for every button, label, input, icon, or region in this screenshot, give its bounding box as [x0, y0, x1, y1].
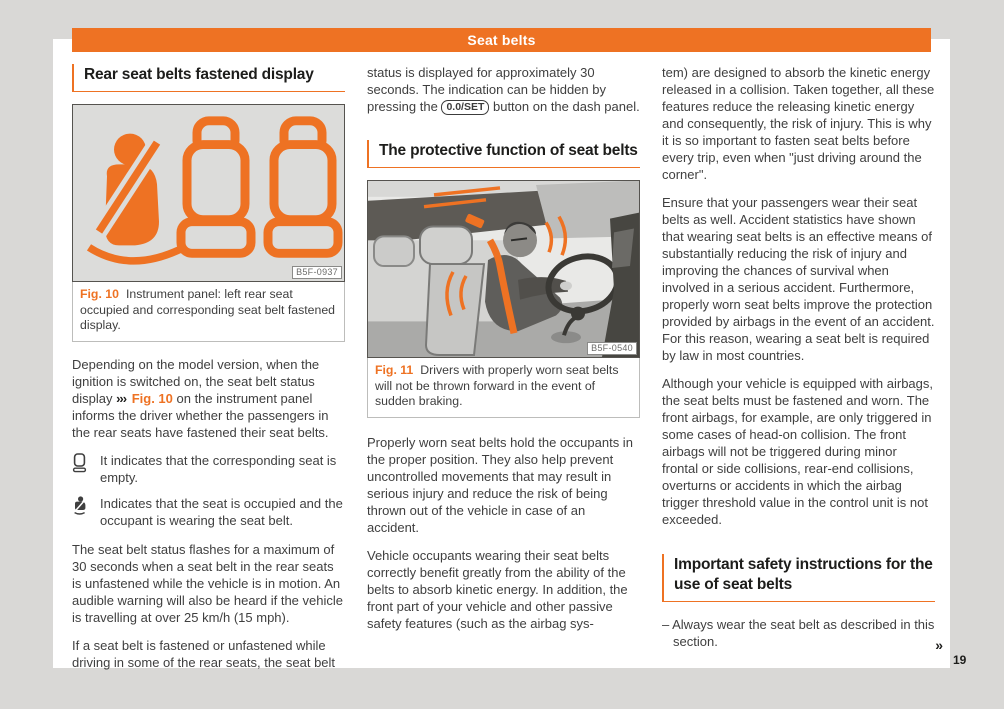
figure-11-code: B5F-0540 [587, 342, 637, 355]
figure-10-image [72, 104, 345, 282]
figure-11-image [367, 180, 640, 358]
paragraph: Although your vehicle is equipped with airbags, the seat belts must be fastened and worn. The front airbags, for example, are only triggered in some cases of head-on collision. The front airbags will not be triggered during minor frontal or side collisions, rear-end collisions, overturns or accidents in which the airbag trigger threshold value in the control unit is not exceeded. [662, 376, 934, 527]
manual-page [53, 39, 950, 668]
paragraph: The seat belt status flashes for a maximum of 30 seconds when a seat belt in the rear seats is unfastened while the vehicle is in motion. An audible warning will also be heard if the vehicle is travelling at over 25 km/h (15 mph). [72, 541, 343, 625]
paragraph: Properly worn seat belts hold the occupants in the proper position. They also help prevent uncontrolled movements that may result in serious injury and reduce the risk of being thrown out of the vehicle in case of an accident. [367, 434, 633, 535]
figure-11-label: Fig. 11 [375, 363, 414, 377]
chapter-title: Seat belts [467, 32, 536, 48]
section-heading-safety-instructions: Important safety instructions for the use of seat belts [662, 554, 935, 602]
seat-belt-display-pictogram [73, 105, 344, 281]
set-button-glyph: 0.0/SET [441, 100, 489, 115]
paragraph: Vehicle occupants wearing their seat belts correctly benefit greatly from the ability of the belts to absorb kinetic energy. In addition, the front part of your vehicle and other passive safety features (such as the airbag sys- [367, 547, 628, 631]
page-number: 19 [953, 653, 967, 667]
paragraph: If a seat belt is fastened or unfastened while driving in some of the rear seats, the seat belt [72, 637, 336, 670]
list-item [72, 452, 345, 486]
paragraph-text: Depending on the model version, when the ignition is switched on, the seat belt status display [72, 356, 320, 406]
list-item-text: It indicates that the corresponding seat is empty. [100, 452, 337, 485]
seat-empty-icon [72, 452, 100, 486]
reference-arrows: ››› [116, 390, 127, 406]
figure-10-code: B5F-0937 [292, 266, 342, 279]
columns [72, 64, 935, 668]
figure-11-caption-text: Drivers with properly worn seat belts will not be thrown forward in the event of sudden braking. [375, 363, 619, 408]
paragraph-text: status is displayed for approximately 30 seconds. The indication can be hidden by pressing the [367, 65, 606, 114]
driver-seat-belt-illustration [368, 181, 639, 357]
column-left [72, 64, 345, 668]
section-heading-rear-seat-belts: Rear seat belts fastened display [72, 64, 345, 92]
figure-reference: Fig. 10 [131, 390, 173, 406]
paragraph-text: on the instrument panel informs the driver whether the passengers in the rear seats have fastened their seat belts. [72, 390, 329, 440]
paragraph [72, 356, 345, 441]
paragraph: tem) are designed to absorb the kinetic energy released in a collision. Taken together, all these features reduce the releasing kinetic energy and consequently, the risk of injury. This is why it is so important to fasten seat belts before every trip, even when "just driving around the corner". [662, 65, 935, 182]
indicator-list [72, 452, 345, 529]
figure-10 [72, 104, 345, 342]
instruction-item: – Always wear the seat belt as described in this section. [662, 617, 935, 649]
page-continuation-marker: » [935, 637, 943, 653]
seat-occupied-belt-icon [72, 495, 100, 529]
column-middle [367, 64, 640, 668]
paragraph: Ensure that your passengers wear their seat belts as well. Accident statistics have shown that wearing seat belts is an effective means of substantially reducing the risk of injury and improving the chances of survival when involved in a serious accident. Furthermore, properly worn seat belts improve the protection provided by airbags in the event of an accident. For this reason, wearing a seat belt is required by law in most countries. [662, 195, 935, 363]
figure-11 [367, 180, 640, 418]
paragraph-text: button on the dash panel. [489, 99, 640, 114]
figure-10-label: Fig. 10 [80, 287, 119, 301]
figure-11-caption [367, 358, 640, 418]
chapter-header-bar [72, 28, 931, 52]
column-right [662, 64, 935, 668]
figure-10-caption-text: Instrument panel: left rear seat occupied and corresponding seat belt fastened display. [80, 287, 335, 332]
paragraph [367, 64, 640, 116]
list-item [72, 495, 345, 529]
section-heading-protective-function: The protective function of seat belts [367, 140, 640, 168]
figure-10-caption [72, 282, 345, 342]
list-item-text: Indicates that the seat is occupied and the occupant is wearing the seat belt. [100, 495, 343, 528]
